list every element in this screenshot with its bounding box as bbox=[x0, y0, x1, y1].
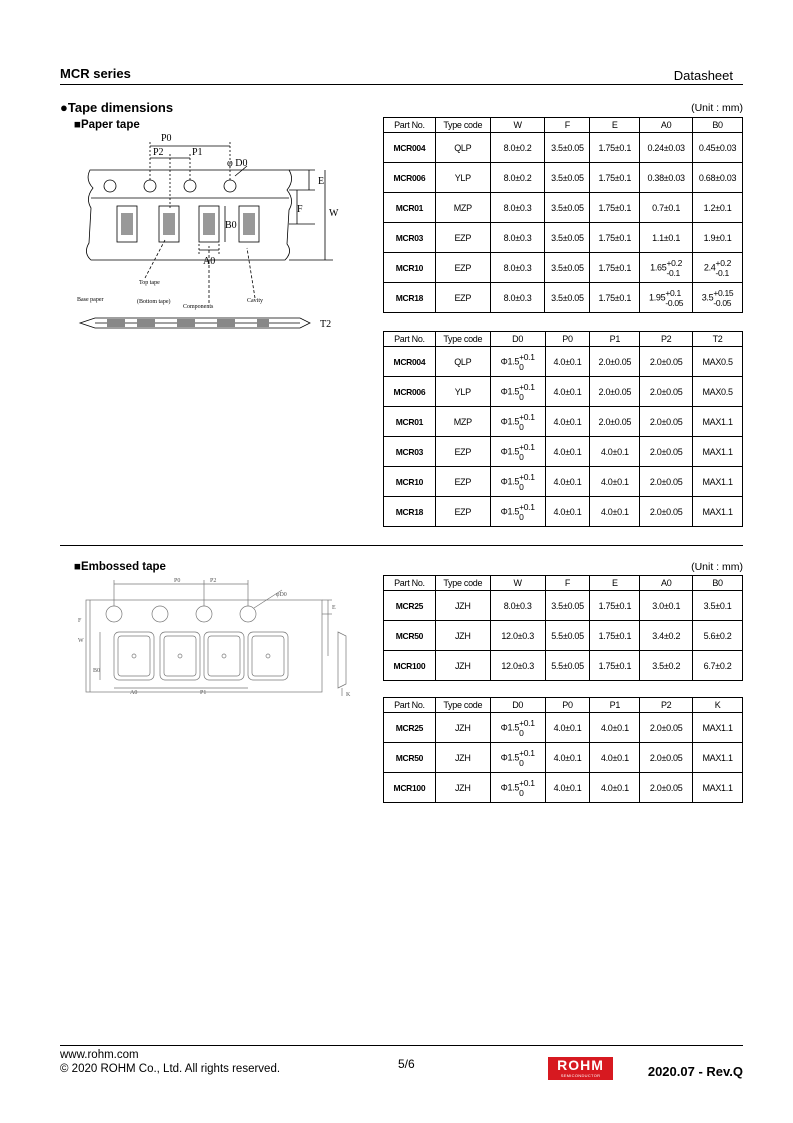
cell-p2: 2.0±0.05 bbox=[640, 467, 693, 497]
cell-f: 3.5±0.05 bbox=[545, 163, 590, 193]
tol-base: 2.4 bbox=[703, 261, 716, 272]
tol-minus: 0 bbox=[519, 481, 524, 492]
cell-d0 bbox=[490, 497, 545, 527]
tolerance bbox=[713, 288, 733, 308]
cell-p0: 4.0±0.1 bbox=[545, 773, 590, 803]
col-header: B0 bbox=[693, 118, 743, 133]
cell-p0: 4.0±0.1 bbox=[545, 497, 590, 527]
type-code: JZH bbox=[435, 773, 490, 803]
document-type: Datasheet bbox=[673, 68, 733, 83]
tol-plus: +0.1 bbox=[519, 717, 535, 728]
cell-w: 12.0±0.3 bbox=[490, 651, 545, 681]
tol-plus: +0.1 bbox=[665, 287, 681, 298]
table-row bbox=[384, 283, 743, 313]
type-code: EZP bbox=[435, 253, 490, 283]
tol-minus: 0 bbox=[519, 361, 524, 372]
table-row bbox=[384, 467, 743, 497]
cell-e: 1.75±0.1 bbox=[590, 621, 640, 651]
col-header: P2 bbox=[640, 698, 693, 713]
tol-plus: +0.1 bbox=[519, 411, 535, 422]
footer-divider bbox=[60, 1045, 743, 1046]
cell-b0: 3.5±0.1 bbox=[693, 591, 743, 621]
embossed-dimensions-table bbox=[383, 575, 743, 681]
label-f: F bbox=[297, 204, 303, 215]
cell-p1: 4.0±0.1 bbox=[590, 773, 640, 803]
cell-b0: 1.2±0.1 bbox=[693, 193, 743, 223]
tolerance bbox=[519, 472, 535, 492]
cell-a0: 0.24±0.03 bbox=[640, 133, 693, 163]
type-code: QLP bbox=[435, 133, 490, 163]
type-code: MZP bbox=[435, 193, 490, 223]
table-header-row bbox=[384, 698, 743, 713]
tol-base: Φ1.5 bbox=[500, 721, 520, 732]
part-number: MCR10 bbox=[384, 467, 436, 497]
type-code: JZH bbox=[435, 591, 490, 621]
part-number: MCR006 bbox=[384, 377, 436, 407]
cell-p2: 2.0±0.05 bbox=[640, 347, 693, 377]
header-divider bbox=[60, 84, 743, 85]
tol-plus: +0.1 bbox=[519, 501, 535, 512]
table-row bbox=[384, 651, 743, 681]
tolerance bbox=[666, 258, 682, 278]
part-number: MCR03 bbox=[384, 223, 436, 253]
cell-e: 1.75±0.1 bbox=[590, 223, 640, 253]
cell-d0 bbox=[490, 773, 545, 803]
cell-p2: 2.0±0.05 bbox=[640, 713, 693, 743]
cell-p1: 4.0±0.1 bbox=[590, 713, 640, 743]
tol-minus: 0 bbox=[519, 787, 524, 798]
table-row bbox=[384, 193, 743, 223]
table-row bbox=[384, 743, 743, 773]
table-row bbox=[384, 621, 743, 651]
cell-e: 1.75±0.1 bbox=[590, 163, 640, 193]
logo-text: ROHM bbox=[557, 1057, 604, 1073]
embossed-tape-title: ■Embossed tape bbox=[74, 561, 166, 573]
cell-t2: MAX1.1 bbox=[693, 467, 743, 497]
tol-minus: -0.05 bbox=[665, 297, 684, 308]
cell-p1: 4.0±0.1 bbox=[590, 437, 640, 467]
label-bottom-tape: (Bottom tape) bbox=[137, 299, 171, 305]
part-number: MCR100 bbox=[384, 773, 436, 803]
cell-p0: 4.0±0.1 bbox=[545, 467, 590, 497]
cell-b0: 1.9±0.1 bbox=[693, 223, 743, 253]
table-row bbox=[384, 133, 743, 163]
emb-label-p2: P2 bbox=[210, 578, 217, 584]
cell-f: 5.5±0.05 bbox=[545, 621, 590, 651]
paper-dimensions-table bbox=[383, 117, 743, 313]
part-number: MCR10 bbox=[384, 253, 436, 283]
tol-minus: 0 bbox=[519, 451, 524, 462]
section-title-text: Tape dimensions bbox=[67, 100, 174, 115]
tolerance bbox=[519, 442, 535, 462]
logo-subtext: SEMICONDUCTOR bbox=[560, 1073, 601, 1078]
cell-e: 1.75±0.1 bbox=[590, 591, 640, 621]
part-number: MCR25 bbox=[384, 713, 436, 743]
cell-a0: 3.4±0.2 bbox=[640, 621, 693, 651]
label-base-paper: Base paper bbox=[77, 297, 104, 303]
table-row bbox=[384, 497, 743, 527]
label-cavity: Cavity bbox=[247, 298, 263, 304]
tol-base: Φ1.5 bbox=[500, 505, 520, 516]
cell-a0 bbox=[640, 253, 693, 283]
label-p2: P2 bbox=[153, 147, 164, 158]
table-row bbox=[384, 713, 743, 743]
emb-label-e: E bbox=[332, 605, 336, 611]
label-t2: T2 bbox=[320, 319, 332, 330]
paper-pitch-table bbox=[383, 331, 743, 527]
cell-w: 8.0±0.2 bbox=[490, 163, 545, 193]
col-header: K bbox=[693, 698, 743, 713]
label-p1: P1 bbox=[192, 147, 203, 158]
cell-t2: MAX0.5 bbox=[693, 347, 743, 377]
embossed-unit-label: (Unit : mm) bbox=[691, 561, 743, 573]
tol-base: Φ1.5 bbox=[500, 415, 520, 426]
cell-p1: 2.0±0.05 bbox=[590, 347, 640, 377]
col-header: A0 bbox=[640, 118, 693, 133]
tol-plus: +0.2 bbox=[715, 257, 732, 268]
tol-base: Φ1.5 bbox=[500, 445, 520, 456]
type-code: YLP bbox=[435, 377, 490, 407]
tolerance bbox=[519, 352, 535, 372]
table-row bbox=[384, 163, 743, 193]
col-header: Type code bbox=[435, 118, 490, 133]
tol-minus: 0 bbox=[519, 757, 524, 768]
cell-t2: MAX1.1 bbox=[693, 497, 743, 527]
cell-p1: 4.0±0.1 bbox=[590, 467, 640, 497]
col-header: D0 bbox=[490, 332, 545, 347]
cell-w: 8.0±0.2 bbox=[490, 133, 545, 163]
cell-e: 1.75±0.1 bbox=[590, 651, 640, 681]
label-e: E bbox=[318, 176, 325, 187]
cell-e: 1.75±0.1 bbox=[590, 283, 640, 313]
col-header: Part No. bbox=[384, 118, 436, 133]
page-number: 5/6 bbox=[398, 1057, 415, 1071]
table-row bbox=[384, 437, 743, 467]
cell-d0 bbox=[490, 437, 545, 467]
tolerance bbox=[519, 502, 535, 522]
cell-w: 8.0±0.3 bbox=[490, 223, 545, 253]
col-header: Part No. bbox=[384, 576, 436, 591]
tolerance bbox=[519, 778, 535, 798]
cell-b0: 5.6±0.2 bbox=[693, 621, 743, 651]
table-row bbox=[384, 407, 743, 437]
emb-label-p0: P0 bbox=[174, 578, 181, 584]
tol-plus: +0.1 bbox=[519, 747, 535, 758]
cell-t2: MAX0.5 bbox=[693, 377, 743, 407]
cell-b0: 0.45±0.03 bbox=[693, 133, 743, 163]
col-header: P2 bbox=[640, 332, 693, 347]
cell-a0: 3.0±0.1 bbox=[640, 591, 693, 621]
cell-d0 bbox=[490, 743, 545, 773]
cell-d0 bbox=[490, 347, 545, 377]
col-header: W bbox=[490, 576, 545, 591]
type-code: JZH bbox=[435, 621, 490, 651]
cell-w: 8.0±0.3 bbox=[490, 591, 545, 621]
col-header: F bbox=[545, 576, 590, 591]
cell-p2: 2.0±0.05 bbox=[640, 407, 693, 437]
type-code: EZP bbox=[435, 467, 490, 497]
type-code: EZP bbox=[435, 223, 490, 253]
tol-minus: -0.1 bbox=[666, 267, 680, 278]
cell-k: MAX1.1 bbox=[693, 773, 743, 803]
table-header-row bbox=[384, 118, 743, 133]
cell-p2: 2.0±0.05 bbox=[640, 773, 693, 803]
tol-base: Φ1.5 bbox=[500, 475, 520, 486]
part-number: MCR01 bbox=[384, 407, 436, 437]
cell-f: 3.5±0.05 bbox=[545, 133, 590, 163]
cell-d0 bbox=[490, 713, 545, 743]
type-code: EZP bbox=[435, 283, 490, 313]
label-components: Components bbox=[183, 304, 214, 310]
emb-label-f: F bbox=[78, 618, 82, 624]
cell-t2: MAX1.1 bbox=[693, 437, 743, 467]
col-header: P0 bbox=[545, 332, 590, 347]
paper-tape-title: ■Paper tape bbox=[74, 119, 140, 131]
cell-e: 1.75±0.1 bbox=[590, 133, 640, 163]
emb-label-b0: B0 bbox=[93, 668, 101, 674]
cell-p0: 4.0±0.1 bbox=[545, 347, 590, 377]
tol-plus: +0.1 bbox=[519, 441, 535, 452]
col-header: Part No. bbox=[384, 698, 436, 713]
type-code: YLP bbox=[435, 163, 490, 193]
table-row bbox=[384, 591, 743, 621]
part-number: MCR25 bbox=[384, 591, 436, 621]
table-row bbox=[384, 773, 743, 803]
type-code: JZH bbox=[435, 713, 490, 743]
tol-base: 3.5 bbox=[701, 291, 714, 302]
tol-plus: +0.2 bbox=[666, 257, 683, 268]
cell-k: MAX1.1 bbox=[693, 713, 743, 743]
tol-plus: +0.1 bbox=[519, 471, 535, 482]
cell-d0 bbox=[490, 467, 545, 497]
tol-minus: -0.1 bbox=[715, 267, 729, 278]
paper-tape-diagram bbox=[75, 128, 347, 338]
cell-p0: 4.0±0.1 bbox=[545, 377, 590, 407]
cell-a0: 0.38±0.03 bbox=[640, 163, 693, 193]
cell-e: 1.75±0.1 bbox=[590, 193, 640, 223]
cell-w: 8.0±0.3 bbox=[490, 193, 545, 223]
section-divider bbox=[60, 545, 743, 546]
emb-label-d0: φD0 bbox=[276, 592, 287, 598]
part-number: MCR18 bbox=[384, 497, 436, 527]
cell-b0: 6.7±0.2 bbox=[693, 651, 743, 681]
label-d0: φ D0 bbox=[227, 158, 248, 169]
type-code: MZP bbox=[435, 407, 490, 437]
type-code: QLP bbox=[435, 347, 490, 377]
col-header: W bbox=[490, 118, 545, 133]
type-code: JZH bbox=[435, 743, 490, 773]
cell-p1: 4.0±0.1 bbox=[590, 497, 640, 527]
unit-label: (Unit : mm) bbox=[691, 102, 743, 114]
section-title bbox=[60, 100, 173, 115]
part-number: MCR50 bbox=[384, 743, 436, 773]
cell-a0 bbox=[640, 283, 693, 313]
col-header: P1 bbox=[590, 698, 640, 713]
cell-w: 8.0±0.3 bbox=[490, 253, 545, 283]
tol-plus: +0.1 bbox=[519, 777, 535, 788]
label-p0: P0 bbox=[161, 133, 172, 144]
cell-p2: 2.0±0.05 bbox=[640, 497, 693, 527]
cell-p0: 4.0±0.1 bbox=[545, 713, 590, 743]
cell-d0 bbox=[490, 407, 545, 437]
tol-minus: 0 bbox=[519, 727, 524, 738]
col-header: P0 bbox=[545, 698, 590, 713]
cell-f: 3.5±0.05 bbox=[545, 223, 590, 253]
cell-p0: 4.0±0.1 bbox=[545, 407, 590, 437]
col-header: E bbox=[590, 118, 640, 133]
part-number: MCR006 bbox=[384, 163, 436, 193]
tolerance bbox=[519, 748, 535, 768]
label-w: W bbox=[329, 208, 339, 219]
emb-label-k: K bbox=[346, 692, 351, 698]
label-top-tape: Top tape bbox=[139, 280, 160, 286]
part-number: MCR100 bbox=[384, 651, 436, 681]
tol-base: 1.65 bbox=[650, 261, 667, 272]
tol-minus: 0 bbox=[519, 421, 524, 432]
table-row bbox=[384, 347, 743, 377]
cell-f: 5.5±0.05 bbox=[545, 651, 590, 681]
cell-k: MAX1.1 bbox=[693, 743, 743, 773]
cell-f: 3.5±0.05 bbox=[545, 591, 590, 621]
tol-base: Φ1.5 bbox=[500, 385, 520, 396]
part-number: MCR18 bbox=[384, 283, 436, 313]
type-code: JZH bbox=[435, 651, 490, 681]
col-header: E bbox=[590, 576, 640, 591]
tol-plus: +0.15 bbox=[713, 287, 734, 298]
footer-url[interactable]: www.rohm.com bbox=[60, 1049, 139, 1061]
cell-b0 bbox=[693, 283, 743, 313]
col-header: A0 bbox=[640, 576, 693, 591]
col-header: T2 bbox=[693, 332, 743, 347]
part-number: MCR004 bbox=[384, 347, 436, 377]
part-number: MCR50 bbox=[384, 621, 436, 651]
type-code: EZP bbox=[435, 437, 490, 467]
cell-b0 bbox=[693, 253, 743, 283]
cell-p2: 2.0±0.05 bbox=[640, 437, 693, 467]
tol-minus: 0 bbox=[519, 391, 524, 402]
cell-f: 3.5±0.05 bbox=[545, 193, 590, 223]
cell-p0: 4.0±0.1 bbox=[545, 743, 590, 773]
series-title: MCR series bbox=[60, 66, 131, 81]
tolerance bbox=[519, 718, 535, 738]
emb-label-p1: P1 bbox=[200, 690, 207, 696]
part-number: MCR004 bbox=[384, 133, 436, 163]
col-header: B0 bbox=[693, 576, 743, 591]
tol-base: Φ1.5 bbox=[500, 751, 520, 762]
cell-e: 1.75±0.1 bbox=[590, 253, 640, 283]
tol-base: Φ1.5 bbox=[500, 355, 520, 366]
tol-base: Φ1.5 bbox=[500, 781, 520, 792]
part-number: MCR01 bbox=[384, 193, 436, 223]
cell-w: 12.0±0.3 bbox=[490, 621, 545, 651]
cell-w: 8.0±0.3 bbox=[490, 283, 545, 313]
emb-label-w: W bbox=[78, 638, 84, 644]
col-header: P1 bbox=[590, 332, 640, 347]
cell-p2: 2.0±0.05 bbox=[640, 377, 693, 407]
table-row bbox=[384, 377, 743, 407]
tolerance bbox=[716, 258, 732, 278]
col-header: Part No. bbox=[384, 332, 436, 347]
label-a0: A0 bbox=[203, 256, 216, 267]
cell-p2: 2.0±0.05 bbox=[640, 743, 693, 773]
cell-d0 bbox=[490, 377, 545, 407]
revision: 2020.07 - Rev.Q bbox=[647, 1064, 743, 1079]
col-header: Type code bbox=[435, 332, 490, 347]
cell-p1: 2.0±0.05 bbox=[590, 377, 640, 407]
table-row bbox=[384, 223, 743, 253]
tol-plus: +0.1 bbox=[519, 381, 535, 392]
cell-p1: 2.0±0.05 bbox=[590, 407, 640, 437]
tol-base: 1.95 bbox=[649, 291, 666, 302]
tolerance bbox=[519, 382, 535, 402]
cell-a0: 3.5±0.2 bbox=[640, 651, 693, 681]
embossed-pitch-table bbox=[383, 697, 743, 803]
col-header: D0 bbox=[490, 698, 545, 713]
emb-label-a0: A0 bbox=[130, 690, 138, 696]
tol-plus: +0.1 bbox=[519, 351, 535, 362]
embossed-tape-diagram bbox=[76, 576, 356, 698]
cell-b0: 0.68±0.03 bbox=[693, 163, 743, 193]
cell-p1: 4.0±0.1 bbox=[590, 743, 640, 773]
cell-f: 3.5±0.05 bbox=[545, 253, 590, 283]
footer-copyright: © 2020 ROHM Co., Ltd. All rights reserved. bbox=[60, 1063, 281, 1075]
type-code: EZP bbox=[435, 497, 490, 527]
table-row bbox=[384, 253, 743, 283]
part-number: MCR03 bbox=[384, 437, 436, 467]
tolerance bbox=[519, 412, 535, 432]
bullet-icon: ● bbox=[60, 100, 68, 115]
tol-minus: -0.05 bbox=[713, 297, 732, 308]
cell-p0: 4.0±0.1 bbox=[545, 437, 590, 467]
rohm-logo bbox=[548, 1057, 613, 1080]
cell-t2: MAX1.1 bbox=[693, 407, 743, 437]
col-header: Type code bbox=[435, 576, 490, 591]
label-b0: B0 bbox=[225, 220, 237, 231]
table-header-row bbox=[384, 332, 743, 347]
cell-f: 3.5±0.05 bbox=[545, 283, 590, 313]
table-header-row bbox=[384, 576, 743, 591]
cell-a0: 0.7±0.1 bbox=[640, 193, 693, 223]
tolerance bbox=[665, 288, 683, 308]
col-header: F bbox=[545, 118, 590, 133]
footer-left bbox=[60, 1048, 280, 1076]
col-header: Type code bbox=[435, 698, 490, 713]
cell-a0: 1.1±0.1 bbox=[640, 223, 693, 253]
tol-minus: 0 bbox=[519, 511, 524, 522]
